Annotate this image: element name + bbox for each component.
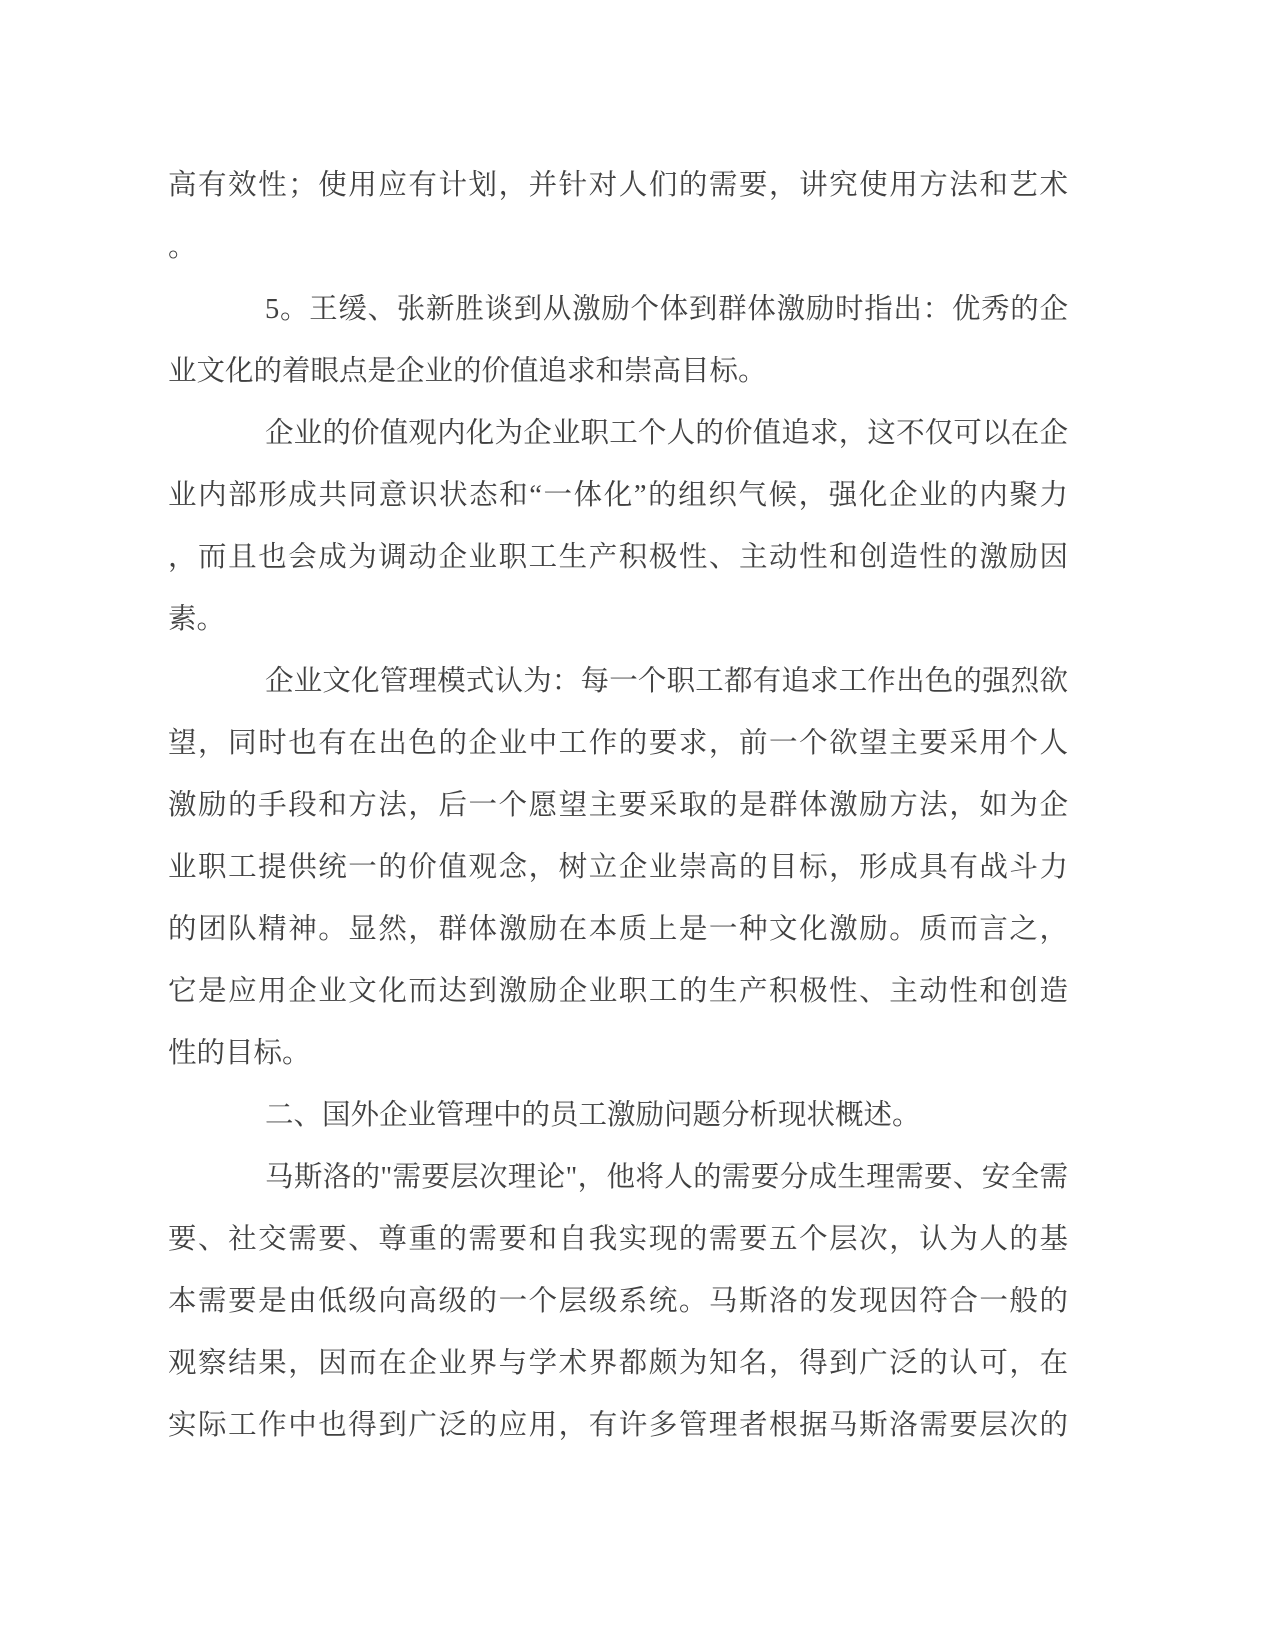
text-line: 望，同时也有在出色的企业中工作的要求，前一个欲望主要采用个人 (168, 728, 1068, 759)
text-line: 实际工作中也得到广泛的应用，有许多管理者根据马斯洛需要层次的 (168, 1410, 1068, 1441)
paragraph (168, 155, 1068, 279)
paragraph (168, 1147, 1068, 1457)
text-line: 二、国外企业管理中的员工激励问题分析现状概述。 (265, 1100, 921, 1131)
text-line: 观察结果，因而在企业界与学术界都颇为知名，得到广泛的认可，在 (168, 1348, 1068, 1379)
document-body (168, 155, 1068, 1457)
text-line: 企业文化管理模式认为：每一个职工都有追求工作出色的强烈欲 (265, 666, 1068, 697)
text-line: 企业的价值观内化为企业职工个人的价值追求，这不仅可以在企 (265, 418, 1068, 449)
paragraph (168, 403, 1068, 651)
text-line: 要、社交需要、尊重的需要和自我实现的需要五个层次，认为人的基 (168, 1224, 1068, 1255)
text-line: 它是应用企业文化而达到激励企业职工的生产积极性、主动性和创造 (168, 976, 1068, 1007)
text-line: 。 (168, 232, 197, 263)
text-line: 素。 (168, 604, 226, 635)
paragraph (168, 1085, 1068, 1147)
text-line: 高有效性；使用应有计划，并针对人们的需要，讲究使用方法和艺术 (168, 170, 1068, 201)
text-line: 5。王缓、张新胜谈到从激励个体到群体激励时指出：优秀的企 (265, 294, 1068, 325)
text-line: 性的目标。 (168, 1038, 311, 1069)
paragraph (168, 279, 1068, 403)
text-line: 的团队精神。显然，群体激励在本质上是一种文化激励。质而言之， (168, 914, 1068, 945)
paragraph (168, 651, 1068, 1085)
text-line: ，而且也会成为调动企业职工生产积极性、主动性和创造性的激励因 (168, 542, 1068, 573)
text-line: 业内部形成共同意识状态和“一体化”的组织气候，强化企业的内聚力 (168, 480, 1068, 511)
text-line: 业职工提供统一的价值观念，树立企业崇高的目标，形成具有战斗力 (168, 852, 1068, 883)
text-line: 业文化的着眼点是企业的价值追求和崇高目标。 (168, 356, 767, 387)
text-line: 激励的手段和方法，后一个愿望主要采取的是群体激励方法，如为企 (168, 790, 1068, 821)
text-line: 马斯洛的"需要层次理论"，他将人的需要分成生理需要、安全需 (265, 1162, 1068, 1193)
text-line: 本需要是由低级向高级的一个层级系统。马斯洛的发现因符合一般的 (168, 1286, 1068, 1317)
